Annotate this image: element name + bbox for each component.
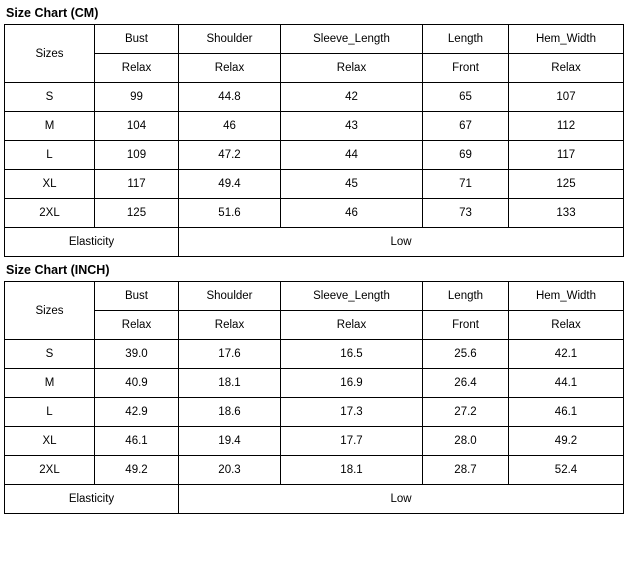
header-bust: Bust: [95, 282, 179, 311]
elasticity-label: Elasticity: [5, 485, 179, 514]
cell-shoulder: 49.4: [179, 170, 281, 199]
size-table-inch: [4, 281, 624, 514]
elasticity-value: Low: [179, 485, 624, 514]
subheader-sleeve-length: Relax: [281, 311, 423, 340]
header-hem-width: Hem_Width: [509, 25, 624, 54]
cell-hem-width: 52.4: [509, 456, 624, 485]
cell-shoulder: 18.1: [179, 369, 281, 398]
table-subheader-row: [5, 54, 624, 83]
cell-length: 71: [423, 170, 509, 199]
cell-hem-width: 112: [509, 112, 624, 141]
chart-title-cm: Size Chart (CM): [6, 6, 99, 20]
cell-bust: 109: [95, 141, 179, 170]
cell-length: 26.4: [423, 369, 509, 398]
cell-bust: 40.9: [95, 369, 179, 398]
subheader-shoulder: Relax: [179, 311, 281, 340]
cell-shoulder: 18.6: [179, 398, 281, 427]
subheader-sleeve-length: Relax: [281, 54, 423, 83]
subheader-shoulder: Relax: [179, 54, 281, 83]
header-length: Length: [423, 25, 509, 54]
cell-bust: 49.2: [95, 456, 179, 485]
header-sleeve-length: Sleeve_Length: [281, 25, 423, 54]
chart-title-inch: Size Chart (INCH): [6, 263, 110, 277]
cell-bust: 125: [95, 199, 179, 228]
cell-sleeve-length: 17.7: [281, 427, 423, 456]
cell-bust: 46.1: [95, 427, 179, 456]
header-length: Length: [423, 282, 509, 311]
cell-shoulder: 47.2: [179, 141, 281, 170]
row-size: 2XL: [5, 456, 95, 485]
row-size: M: [5, 369, 95, 398]
cell-shoulder: 51.6: [179, 199, 281, 228]
subheader-length: Front: [423, 54, 509, 83]
cell-shoulder: 17.6: [179, 340, 281, 369]
cell-sleeve-length: 42: [281, 83, 423, 112]
header-bust: Bust: [95, 25, 179, 54]
cell-length: 27.2: [423, 398, 509, 427]
cell-sleeve-length: 43: [281, 112, 423, 141]
subheader-hem-width: Relax: [509, 311, 624, 340]
cell-sleeve-length: 17.3: [281, 398, 423, 427]
cell-shoulder: 20.3: [179, 456, 281, 485]
table-row: [5, 369, 624, 398]
cell-sleeve-length: 45: [281, 170, 423, 199]
table-row: [5, 170, 624, 199]
cell-shoulder: 19.4: [179, 427, 281, 456]
header-sizes: Sizes: [5, 282, 95, 340]
table-subheader-row: [5, 311, 624, 340]
cell-bust: 117: [95, 170, 179, 199]
table-row: [5, 199, 624, 228]
table-row: [5, 427, 624, 456]
cell-sleeve-length: 18.1: [281, 456, 423, 485]
elasticity-value: Low: [179, 228, 624, 257]
subheader-bust: Relax: [95, 54, 179, 83]
cell-shoulder: 46: [179, 112, 281, 141]
cell-sleeve-length: 44: [281, 141, 423, 170]
cell-sleeve-length: 16.5: [281, 340, 423, 369]
cell-sleeve-length: 16.9: [281, 369, 423, 398]
cell-hem-width: 133: [509, 199, 624, 228]
subheader-bust: Relax: [95, 311, 179, 340]
row-size: S: [5, 340, 95, 369]
header-hem-width: Hem_Width: [509, 282, 624, 311]
row-size: XL: [5, 170, 95, 199]
cell-length: 69: [423, 141, 509, 170]
cell-bust: 99: [95, 83, 179, 112]
cell-bust: 104: [95, 112, 179, 141]
elasticity-label: Elasticity: [5, 228, 179, 257]
cell-hem-width: 42.1: [509, 340, 624, 369]
cell-bust: 42.9: [95, 398, 179, 427]
row-size: 2XL: [5, 199, 95, 228]
cell-bust: 39.0: [95, 340, 179, 369]
cell-hem-width: 107: [509, 83, 624, 112]
cell-hem-width: 49.2: [509, 427, 624, 456]
cell-hem-width: 125: [509, 170, 624, 199]
subheader-hem-width: Relax: [509, 54, 624, 83]
cell-hem-width: 117: [509, 141, 624, 170]
table-header-row: [5, 282, 624, 311]
row-size: L: [5, 141, 95, 170]
table-row: [5, 141, 624, 170]
table-header-row: [5, 25, 624, 54]
header-sleeve-length: Sleeve_Length: [281, 282, 423, 311]
cell-length: 28.7: [423, 456, 509, 485]
cell-length: 65: [423, 83, 509, 112]
cell-hem-width: 44.1: [509, 369, 624, 398]
cell-length: 28.0: [423, 427, 509, 456]
table-row: [5, 340, 624, 369]
elasticity-row: [5, 228, 624, 257]
size-table-cm: [4, 24, 624, 257]
table-row: [5, 83, 624, 112]
row-size: XL: [5, 427, 95, 456]
table-row: [5, 456, 624, 485]
header-shoulder: Shoulder: [179, 282, 281, 311]
header-shoulder: Shoulder: [179, 25, 281, 54]
cell-shoulder: 44.8: [179, 83, 281, 112]
row-size: L: [5, 398, 95, 427]
cell-length: 25.6: [423, 340, 509, 369]
table-row: [5, 398, 624, 427]
cell-sleeve-length: 46: [281, 199, 423, 228]
table-row: [5, 112, 624, 141]
row-size: M: [5, 112, 95, 141]
row-size: S: [5, 83, 95, 112]
cell-length: 73: [423, 199, 509, 228]
subheader-length: Front: [423, 311, 509, 340]
elasticity-row: [5, 485, 624, 514]
cell-length: 67: [423, 112, 509, 141]
header-sizes: Sizes: [5, 25, 95, 83]
cell-hem-width: 46.1: [509, 398, 624, 427]
